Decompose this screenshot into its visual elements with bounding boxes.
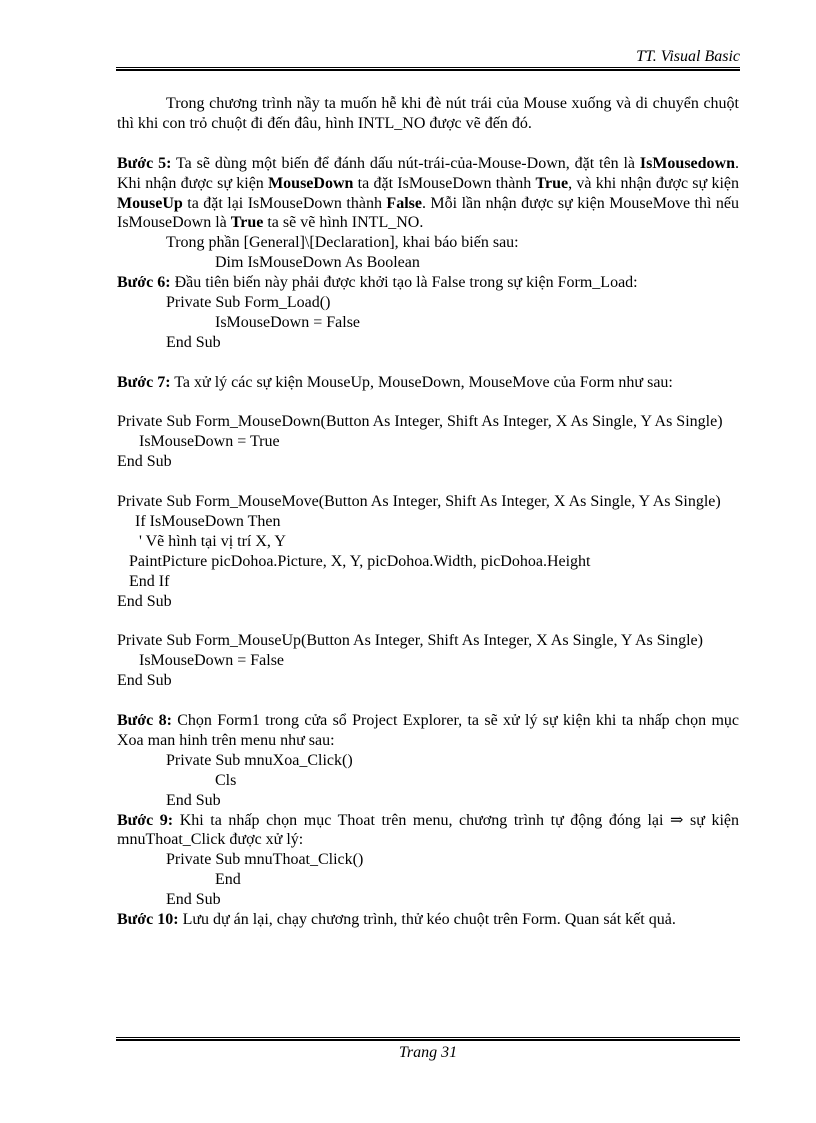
step-10-label: Bước 10: <box>117 911 179 929</box>
code-line: Private Sub Form_MouseUp(Button As Integer, Shift As Integer, X As Single, Y As Single) <box>117 632 703 650</box>
step-9-label: Bước 9: <box>117 811 174 829</box>
step-7-label: Bước 7: <box>117 373 171 391</box>
step-5-label: Bước 5: <box>117 154 172 172</box>
step-6-paragraph: Bước 6: Đầu tiên biến này phải được khởi tạo là False trong sự kiện Form_Load: <box>117 274 638 292</box>
code-line: End If <box>129 572 170 590</box>
code-line: IsMouseDown = False <box>139 652 285 670</box>
code-line: End Sub <box>117 453 172 471</box>
header-rule <box>116 67 740 71</box>
code-line: PaintPicture picDohoa.Picture, X, Y, picDohoa.Width, picDohoa.Height <box>129 552 591 570</box>
code-line: End Sub <box>166 791 221 809</box>
code-line: Cls <box>215 771 237 789</box>
running-header: TT. Visual Basic <box>636 48 740 65</box>
code-line: End Sub <box>166 333 221 351</box>
code-line: Private Sub Form_Load() <box>166 294 331 312</box>
code-line: Private Sub Form_MouseDown(Button As Integer, Shift As Integer, X As Single, Y As Single) <box>117 413 723 431</box>
step-6-label: Bước 6: <box>117 274 171 292</box>
step-9-paragraph: Bước 9: Khi ta nhấp chọn mục Thoat trên menu, chương trình tự động đóng lại ⇒ sự kiện mnuThoat_Click được xử lý: <box>117 811 739 849</box>
page-content <box>117 94 739 930</box>
intro-paragraph: Trong chương trình nầy ta muốn hễ khi đè nút trái của Mouse xuống và di chuyển chuột thì khi con trỏ chuột đi đến đâu, hình INTL_NO được vẽ đến đó. <box>117 95 739 132</box>
code-line: IsMouseDown = True <box>139 433 280 451</box>
code-line: End <box>215 871 241 889</box>
code-line: Private Sub mnuXoa_Click() <box>166 751 353 769</box>
step-5-paragraph: Bước 5: Ta sẽ dùng một biến để đánh dấu nút-trái-của-Mouse-Down, đặt tên là IsMousedown. Khi nhận được sự kiện MouseDown ta đặt IsMouseDown thành True, và khi nhận được sự kiện MouseUp ta đặt lại IsMouseDown thành False. Mỗi lần nhận được sự kiện MouseMove thì nếu IsMouseDown là True ta sẽ vẽ hình INTL_NO. <box>117 154 740 232</box>
step-8-paragraph: Bước 8: Chọn Form1 trong cửa sổ Project Explorer, ta sẽ xử lý sự kiện khi ta nhấp chọn mục Xoa man hinh trên menu như sau: <box>117 712 740 749</box>
code-comment: ' Vẽ hình tại vị trí X, Y <box>139 532 286 550</box>
page-number: Trang 31 <box>398 1044 458 1061</box>
code-line: If IsMouseDown Then <box>135 512 281 530</box>
step-8-label: Bước 8: <box>117 712 172 729</box>
declaration-code: Dim IsMouseDown As Boolean <box>215 254 420 272</box>
code-line: Private Sub Form_MouseMove(Button As Integer, Shift As Integer, X As Single, Y As Single) <box>117 493 721 511</box>
declaration-text: Trong phần [General]\[Declaration], khai báo biến sau: <box>166 234 519 252</box>
code-line: IsMouseDown = False <box>215 313 361 331</box>
footer-rule <box>116 1037 740 1041</box>
code-line: End Sub <box>117 592 172 610</box>
code-line: End Sub <box>117 672 172 690</box>
step-7-paragraph: Bước 7: Ta xử lý các sự kiện MouseUp, MouseDown, MouseMove của Form như sau: <box>117 373 673 391</box>
step-10-paragraph: Bước 10: Lưu dự án lại, chạy chương trình, thử kéo chuột trên Form. Quan sát kết quả. <box>117 911 676 929</box>
code-line: End Sub <box>166 891 221 909</box>
code-line: Private Sub mnuThoat_Click() <box>166 851 364 869</box>
